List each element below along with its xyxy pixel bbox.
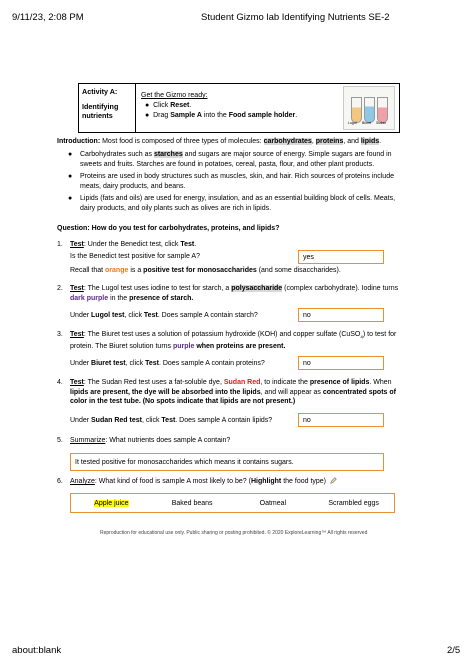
b1-line-2: sweets and fruits. Starches are found in potatoes, cereal, pasta, flour, and other plant products. [80,160,375,168]
sudan-red-term: Sudan Red [223,379,261,386]
introduction [57,137,381,147]
q2-prompt [70,284,400,303]
step-2 [145,112,297,119]
bullet-lipids [68,194,72,204]
bullet-dot-icon: ● [145,102,150,109]
dark-purple-term: dark purple [70,294,109,302]
question-heading [57,224,279,234]
bullet-proteins [68,172,72,182]
question-text: How do you test for carbohydrates, proteins, and lipids? [89,225,280,232]
q4-line-1-end: . When [369,379,392,386]
sudan-red-test-label: Sudan Red test [91,417,142,424]
q4-line-2-bold: lipids are present, the dye will be absorbed into the lipids [70,388,261,396]
q1-prompt [70,240,196,250]
q4-test-button-label: Test [161,417,176,424]
sudan-tube-icon [377,97,388,123]
gizmo-ready-heading: Get the Gizmo ready: [141,92,208,99]
q4-answer-field[interactable]: no [298,413,384,427]
food-option-baked-beans[interactable]: Baked beans [171,499,213,507]
activity-label: Activity A: [82,87,118,96]
q3-number: 3. [57,331,63,338]
step-2-end: . [295,112,298,119]
lipids-text [80,194,395,213]
lugol-tube-icon [351,97,362,123]
q6-text: : What kind of food is sample A most likely to be? ( [94,478,251,485]
bullet-dot-icon: ● [68,151,73,158]
q3-line-1: : The Biuret test uses a solution of potassium hydroxide (KOH) and copper sulfate (CuSO [83,331,361,338]
orange-term: orange [105,267,129,274]
q3-answer-field[interactable]: no [298,356,384,370]
q4-prompt [70,378,410,407]
question-label: Question: [57,225,90,232]
step-1-text: Click [153,102,171,109]
q3-line-2-bold: when proteins are present. [194,342,286,350]
q4-line-1-bold: presence of lipids [309,379,370,386]
q1-end: . [194,241,197,248]
intro-sep-1: , [311,138,316,145]
q5-answer-field[interactable]: It tested positive for monosaccharides which means it contains sugars. [70,453,384,471]
biuret-test-label: Biuret test [91,360,126,367]
q6-prompt [70,477,337,487]
reset-label: Reset [170,102,190,109]
lugol-caption: Lugol [348,121,357,125]
q3-prompt [70,330,410,351]
step-1-end: . [189,102,192,109]
q3-sub-mid: , click [125,360,146,367]
q3-subquestion [70,359,265,369]
q2-line2-mid: in the [108,294,130,302]
q1-answer-field[interactable]: yes [298,250,384,264]
b2-line-1: Proteins are used in body structures such as muscles, skin, and hair. Rich sources of proteins include [80,173,394,180]
q2-test-button-label: Test [143,312,158,319]
q4-line-2-post: , and will appear as [260,388,323,396]
q3-line-2-pre: protein. The Biuret solution turns [70,342,173,350]
q2-sub-pre: Under [70,312,92,319]
q3-sub-post: . Does sample A contain proteins? [158,360,265,367]
lipids-term: lipids [360,138,380,145]
summarize-label: Summarize [70,437,106,444]
q2-text-2: (complex carbohydrate). Iodine turns [282,285,399,292]
proteins-term: proteins [315,138,344,145]
sudan-caption: Sudan [376,121,387,125]
q2-number: 2. [57,285,63,292]
copyright-notice: Reproduction for educational use only. Public sharing or posting prohibited. © 2020 ExploreLearning™ All rights reserved [100,530,368,536]
highlight-word: Highlight [250,478,282,485]
q2-test-label: Test [70,285,84,292]
q6-end: the food type) [281,478,327,485]
q3-sub-pre: Under [70,360,92,367]
b3-line-2: dairy products, and oily plants such as olives are rich in lipids. [80,204,272,212]
food-holder-label: Food sample holder [228,112,296,119]
q2-text: : The Lugol test uses iodine to test for starch, a [83,285,232,292]
highlighter-pen-icon [330,477,337,484]
q5-number: 5. [57,437,63,444]
q5-text: : What nutrients does sample A contain? [105,437,231,444]
q2-sub-post: . Does sample A contain starch? [157,312,258,319]
step-1 [145,102,191,109]
b1-pre: Carbohydrates such as [80,151,154,158]
carbohydrates-term: carbohydrates [263,138,312,145]
purple-term: purple [172,342,195,350]
food-options-box [70,493,395,513]
q4-sub-pre: Under [70,417,92,424]
activity-label-cell [79,84,136,132]
analyze-label: Analyze [70,478,95,485]
gizmo-test-tubes-image [343,86,395,130]
q1-subquestion: Is the Benedict test positive for sample A? [70,253,200,260]
q2-line2-bold: presence of starch. [129,294,194,302]
q1-test-label: Test [70,241,84,248]
polysaccharide-term: polysaccharide [231,285,283,292]
print-title: Student Gizmo lab Identifying Nutrients SE-2 [201,12,390,23]
print-url: about:blank [12,645,62,656]
q4-subquestion [70,416,272,426]
food-option-apple-juice[interactable] [71,500,152,507]
q4-test-label: Test [70,379,84,386]
biuret-tube-icon [364,97,375,123]
b1-post: and sugars are major source of energy. Simple sugars are found in [182,151,392,158]
q4-line-3-bold: color in the test tube. (No spots indicate that lipids are not present.) [70,398,296,405]
sample-a-label: Sample A [170,112,202,119]
recall-mid: is a [128,267,144,274]
q4-line-1-mid: , to indicate the [260,379,310,386]
proteins-text [80,172,394,191]
apple-juice-label: Apple juice [94,499,129,507]
food-option-scrambled-eggs[interactable]: Scrambled eggs [328,499,379,507]
activity-sub-label-2: nutrients [82,111,113,120]
q3-test-button-label: Test [145,360,159,367]
q4-line-1-pre: : The Sudan Red test uses a fat-soluble dye, [83,379,224,386]
subscript-4: 4 [360,334,363,340]
b2-line-2: meats, dairy products, and beans. [80,182,186,190]
recall-pre: Recall that [70,267,106,274]
q4-sub-post: . Does sample A contain lipids? [175,417,273,424]
b3-line-1: Lipids (fats and oils) are used for energy, insulation, and as an essential building block of cells. Meats, [80,195,396,202]
bullet-carbohydrates [68,150,72,160]
bullet-dot-icon: ● [68,195,73,202]
print-datetime: 9/11/23, 2:08 PM [12,12,84,23]
q2-sub-mid: , click [124,312,144,319]
food-option-oatmeal[interactable]: Oatmeal [259,499,287,507]
intro-sep-2: , and [343,138,361,145]
biuret-caption: Biuret [362,121,372,125]
q4-sub-mid: , click [141,417,162,424]
q4-line-2-bold-2: concentrated spots of [322,388,396,396]
page-number: 2/5 [447,645,461,656]
q2-answer-field[interactable]: no [298,308,384,322]
recall-bold: positive test for monosaccharides [143,267,257,274]
starches-term: starches [153,151,183,158]
step-2-text: Drag [153,112,171,119]
q6-number: 6. [57,478,63,485]
lugol-test-label: Lugol test [91,312,125,319]
q3-line-1-end: ) to test for [362,331,397,338]
q2-subquestion [70,311,258,321]
step-2-mid: into the [201,112,229,119]
q5-prompt [70,436,230,446]
q1-number: 1. [57,241,63,248]
carbohydrates-text [80,150,392,169]
q1-test-button-label: Test [180,241,195,248]
q4-number: 4. [57,379,63,386]
intro-label: Introduction: [57,138,101,145]
q1-recall [70,266,341,276]
bullet-dot-icon: ● [68,173,73,180]
intro-end: . [379,138,382,145]
q1-text: : Under the Benedict test, click [83,241,181,248]
q3-test-label: Test [70,331,84,338]
bullet-dot-icon: ● [145,112,150,119]
activity-sub-label-1: Identifying [82,102,119,111]
recall-post: (and some disaccharides). [256,267,341,274]
intro-text: Most food is composed of three types of molecules: [100,138,264,145]
